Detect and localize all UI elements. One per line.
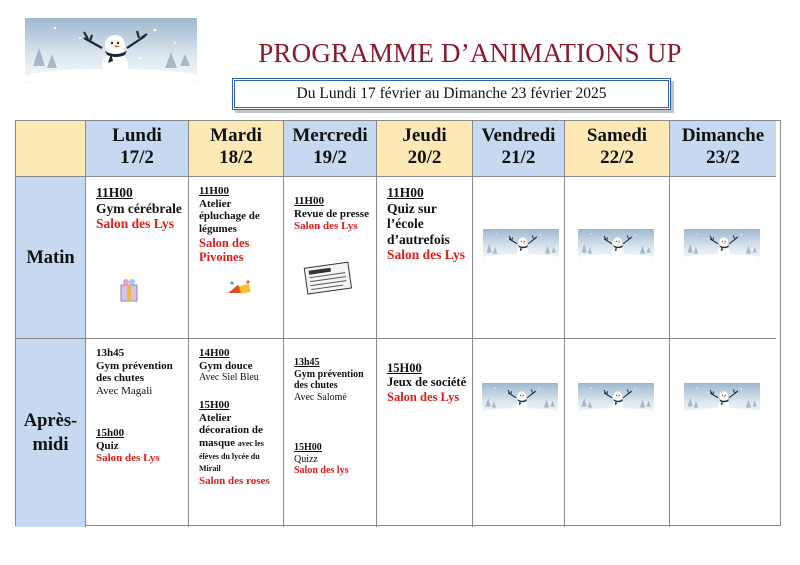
afternoon-jeudi: 15H00 Jeux de société Salon des Lys	[377, 339, 473, 527]
morning-lundi: 11H00 Gym cérébrale Salon des Lys	[86, 177, 189, 339]
party-popper-icon	[226, 279, 252, 297]
snowman-icon	[482, 383, 558, 415]
newspaper-icon	[302, 261, 356, 297]
day-header-mardi: Mardi 18/2	[189, 121, 284, 177]
afternoon-lundi: 13h45 Gym prévention des chutes Avec Magali 15h00 Quiz Salon des Lys	[86, 339, 189, 527]
snowman-icon	[25, 18, 197, 83]
row-label-apres-midi: Après- midi	[16, 339, 86, 527]
afternoon-vendredi	[473, 339, 565, 527]
day-header-vendredi: Vendredi 21/2	[473, 121, 565, 177]
morning-mardi: 11H00 Atelier épluchage de légumes Salon des Pivoines	[189, 177, 284, 339]
afternoon-mercredi: 13h45 Gym prévention des chutes Avec Salomé 15H00 Quizz Salon des lys	[284, 339, 377, 527]
corner-cell	[16, 121, 86, 177]
day-header-dimanche: Dimanche 23/2	[670, 121, 776, 177]
afternoon-samedi	[565, 339, 670, 527]
day-header-jeudi: Jeudi 20/2	[377, 121, 473, 177]
morning-vendredi	[473, 177, 565, 339]
snowman-icon	[578, 229, 654, 261]
day-header-lundi: Lundi 17/2	[86, 121, 189, 177]
day-header-samedi: Samedi 22/2	[565, 121, 670, 177]
day-header-mercredi: Mercredi 19/2	[284, 121, 377, 177]
snowman-icon	[684, 383, 760, 415]
morning-jeudi: 11H00 Quiz sur l’école d’autrefois Salon des Lys	[377, 177, 473, 339]
row-label-matin: Matin	[16, 177, 86, 339]
morning-dimanche	[670, 177, 776, 339]
page-title: PROGRAMME D’ANIMATIONS UP	[258, 38, 682, 68]
afternoon-dimanche	[670, 339, 776, 527]
gift-icon	[118, 277, 140, 303]
morning-mercredi: 11H00 Revue de presse Salon des Lys	[284, 177, 377, 339]
date-range: Du Lundi 17 février au Dimanche 23 février 2025	[232, 78, 671, 110]
snowman-icon	[578, 383, 654, 415]
afternoon-mardi: 14H00 Gym douce Avec Siel Bleu 15H00 Atelier décoration de masque avec les élèves du lycée du Mirail Salon des roses	[189, 339, 284, 527]
snowman-icon	[684, 229, 760, 261]
schedule-table	[15, 120, 781, 526]
morning-samedi	[565, 177, 670, 339]
snowman-icon	[483, 229, 559, 261]
